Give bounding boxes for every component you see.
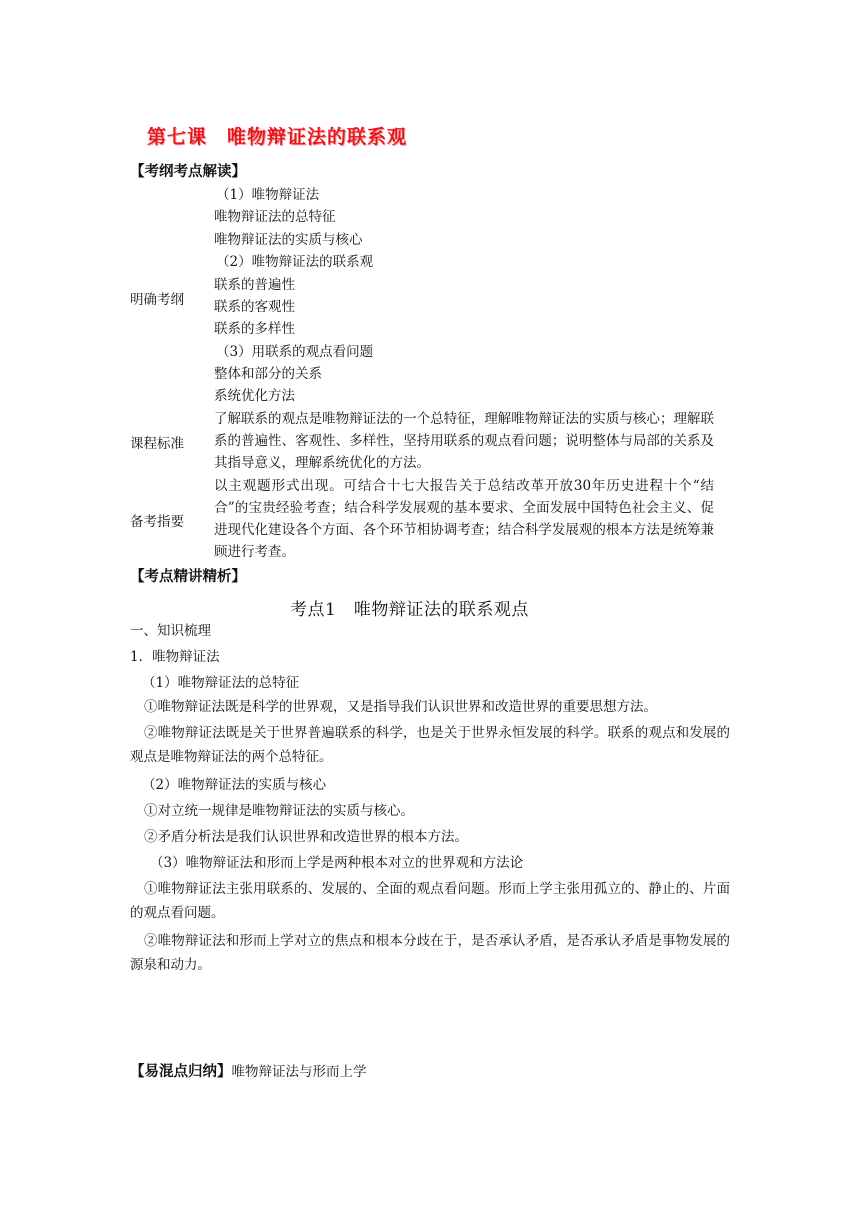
lesson-title: 第七课 唯物辩证法的联系观 <box>147 126 408 148</box>
kaodian-title: 考点1 唯物辩证法的联系观点 <box>290 600 529 620</box>
outline-line: （2）唯物辩证法的联系观 <box>216 254 374 270</box>
outline-line: （3）用联系的观点看问题 <box>216 344 374 360</box>
paragraph: ②矛盾分析法是我们认识世界和改造世界的根本方法。 <box>144 829 468 845</box>
confusion-label: 【易混点归纳】 <box>130 1064 232 1080</box>
outline-line: 联系的多样性 <box>214 321 295 337</box>
outline-line: 联系的普遍性 <box>214 277 295 293</box>
paragraph: ①对立统一规律是唯物辩证法的实质与核心。 <box>144 803 414 819</box>
label-mingque: 明确考纲 <box>130 292 184 308</box>
item-heading: 1．唯物辩证法 <box>130 649 220 665</box>
beikao-text: 以主观题形式出现。可结合十七大报告关于总结改革开放30年历史进程十个“结合”的宝贵经验考查；结合科学发展观的基本要求、全面发展中国特色社会主义、促进现代化建设各个方面、各个环节相协调考查；结合科学发展观的根本方法是统筹兼顾进行考查。 <box>214 478 714 560</box>
sub-heading: （3）唯物辩证法和形而上学是两种根本对立的世界观和方法论 <box>150 855 524 871</box>
paragraph: ①唯物辩证法既是科学的世界观，又是指导我们认识世界和改造世界的重要思想方法。 <box>144 699 657 715</box>
section-heading-outline: 【考纲考点解读】 <box>130 164 246 180</box>
zhishi-heading: 一、知识梳理 <box>130 623 211 639</box>
outline-line: 系统优化方法 <box>214 388 295 404</box>
kecheng-text: 了解联系的观点是唯物辩证法的一个总特征，理解唯物辩证法的实质与核心；理解联系的普遍性、客观性、多样性，坚持用联系的观点看问题；说明整体与局部的关系及其指导意义，理解系统优化的方法。 <box>214 411 714 471</box>
outline-line: 唯物辩证法的实质与核心 <box>214 232 363 248</box>
outline-line: 整体和部分的关系 <box>214 366 322 382</box>
paragraph: ①唯物辩证法主张用联系的、发展的、全面的观点看问题。形而上学主张用孤立的、静止的、片面的观点看问题。 <box>130 881 730 921</box>
paragraph: ②唯物辩证法和形而上学对立的焦点和根本分歧在于，是否承认矛盾，是否承认矛盾是事物发展的源泉和动力。 <box>130 933 730 973</box>
sub-heading: （1）唯物辩证法的总特征 <box>142 675 300 691</box>
confusion-text: 唯物辩证法与形而上学 <box>231 1064 367 1080</box>
confusion-line <box>130 1060 367 1081</box>
outline-line: 唯物辩证法的总特征 <box>214 209 336 225</box>
section-heading-analysis: 【考点精讲精析】 <box>130 569 246 585</box>
label-beikao: 备考指要 <box>130 514 184 530</box>
paragraph: ②唯物辩证法既是关于世界普遍联系的科学，也是关于世界永恒发展的科学。联系的观点和发展的观点是唯物辩证法的两个总特征。 <box>130 725 730 765</box>
label-kecheng: 课程标准 <box>130 436 184 452</box>
sub-heading: （2）唯物辩证法的实质与核心 <box>142 777 327 793</box>
outline-line: （1）唯物辩证法 <box>216 187 320 203</box>
outline-line: 联系的客观性 <box>214 299 295 315</box>
